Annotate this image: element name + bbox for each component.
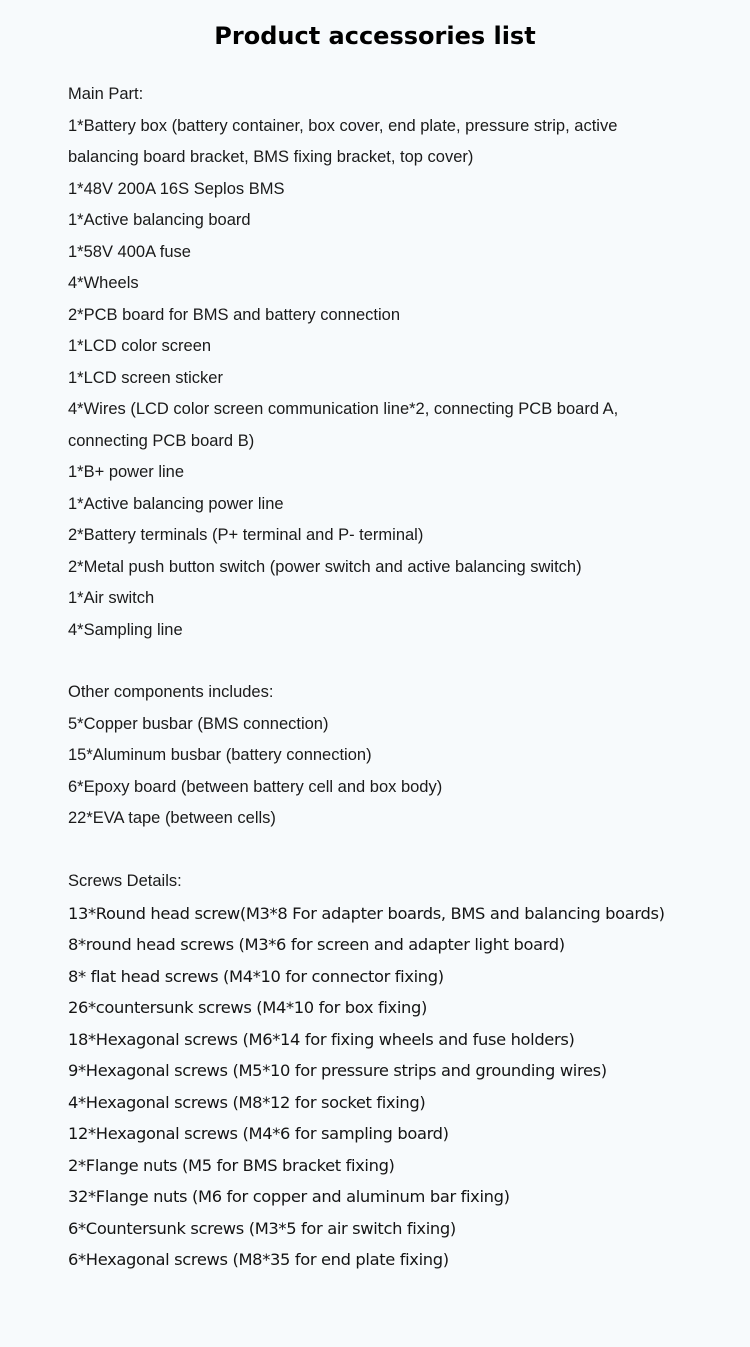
list-item: 6*Countersunk screws (M3*5 for air switch fixing) (68, 1218, 456, 1238)
main-part-list (68, 111, 738, 647)
list-item: 6*Hexagonal screws (M8*35 for end plate fixing) (68, 1250, 449, 1269)
list-item: 4*Hexagonal screws (M8*12 for socket fixing) (68, 1092, 426, 1112)
list-item: 8*round head screws (M3*6 for screen and adapter light board) (68, 935, 565, 954)
list-item: 2*PCB board for BMS and battery connection (68, 305, 401, 324)
list-item: 1*LCD color screen (68, 337, 212, 355)
list-item: 1*Active balancing power line (68, 494, 284, 513)
screws-details-section (68, 866, 738, 1276)
list-item: 1*58V 400A fuse (68, 242, 191, 261)
list-item: 13*Round head screw(M3*8 For adapter boards, BMS and balancing boards) (68, 903, 665, 923)
list-item: 1*Battery box (battery container, box cover, end plate, pressure strip, active (68, 116, 618, 135)
list-item: 1*Active balancing board (68, 211, 251, 229)
list-item: connecting PCB board B) (68, 431, 255, 450)
list-item: 2*Flange nuts (M5 for BMS bracket fixing) (68, 1155, 395, 1175)
list-item: 6*Epoxy board (between battery cell and box body) (68, 777, 443, 796)
section-heading: Screws Details: (68, 872, 182, 890)
list-item: 1*B+ power line (68, 463, 185, 481)
list-item: 8* flat head screws (M4*10 for connector fixing) (68, 966, 444, 986)
other-components-list (68, 709, 738, 835)
list-item: balancing board bracket, BMS fixing bracket, top cover) (68, 148, 474, 166)
main-part-section (68, 79, 738, 646)
list-item: 2*Metal push button switch (power switch and active balancing switch) (68, 557, 582, 576)
list-item: 4*Wires (LCD color screen communication line*2, connecting PCB board A, (68, 400, 619, 418)
list-item: 18*Hexagonal screws (M6*14 for fixing wheels and fuse holders) (68, 1029, 575, 1049)
section-heading: Other components includes: (68, 683, 274, 701)
section-heading: Main Part: (68, 85, 144, 103)
list-item: 4*Sampling line (68, 620, 183, 639)
list-item: 2*Battery terminals (P+ terminal and P- terminal) (68, 526, 424, 544)
list-item: 1*Air switch (68, 589, 155, 607)
list-item: 26*countersunk screws (M4*10 for box fixing) (68, 998, 427, 1017)
list-item: 9*Hexagonal screws (M5*10 for pressure strips and grounding wires) (68, 1061, 607, 1080)
screws-list (68, 898, 738, 1276)
list-item: 1*LCD screen sticker (68, 368, 223, 387)
list-item: 32*Flange nuts (M6 for copper and aluminum bar fixing) (68, 1187, 510, 1206)
other-components-section (68, 677, 738, 835)
list-item: 5*Copper busbar (BMS connection) (68, 714, 329, 733)
page-title: Product accessories list (214, 22, 536, 50)
list-item: 22*EVA tape (between cells) (68, 809, 276, 827)
list-item: 4*Wheels (68, 274, 139, 292)
list-item: 1*48V 200A 16S Seplos BMS (68, 179, 285, 198)
list-item: 15*Aluminum busbar (battery connection) (68, 746, 372, 764)
list-item: 12*Hexagonal screws (M4*6 for sampling board) (68, 1124, 449, 1143)
